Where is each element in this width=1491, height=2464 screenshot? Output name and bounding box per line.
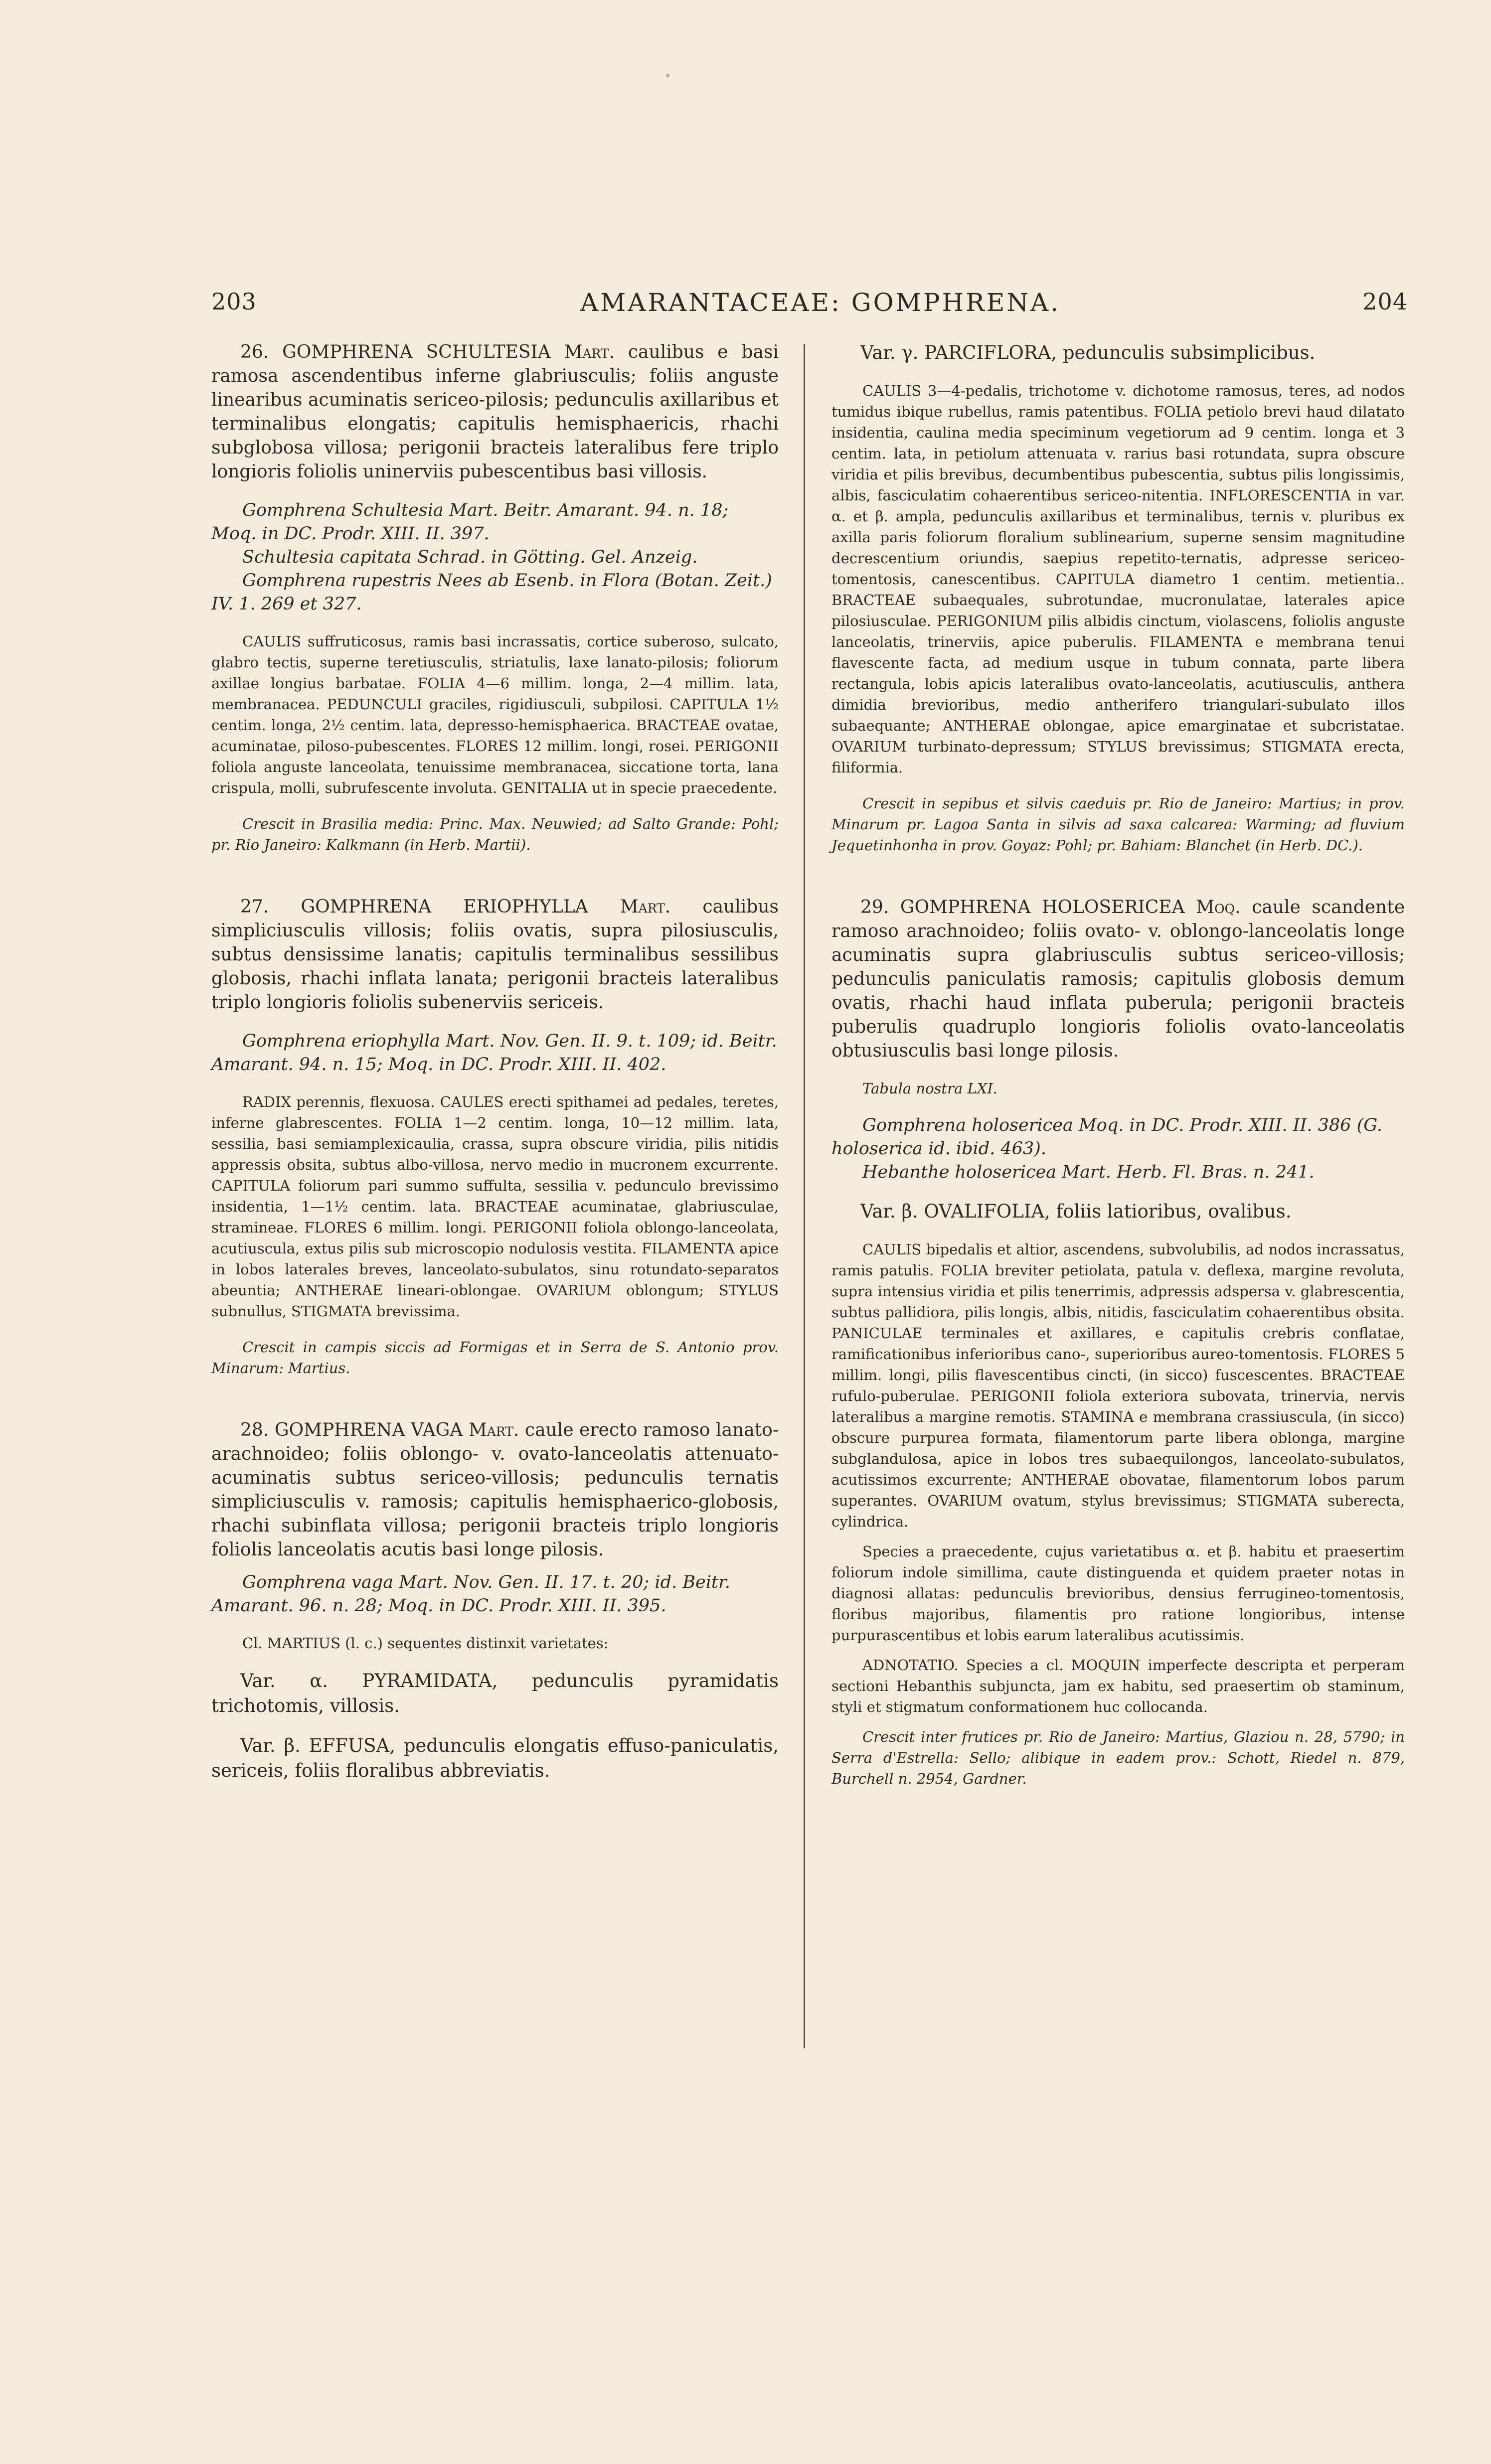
page-number-right: 204 [1362, 288, 1408, 315]
page-blemish [666, 74, 669, 77]
species-29-var-beta: Var. β. OVALIFOLIA, foliis latioribus, ovalibus. [860, 1201, 1292, 1222]
species-26-locality: Crescit in Brasilia media: Princ. Max. Neuwied; ad Salto Grande: Pohl; pr. Rio Janeiro: Kalkmann (in Herb. Martii). [211, 815, 779, 853]
species-28-var-gamma: Var. γ. PARCIFLORA, pedunculis subsimplicibus. [860, 342, 1316, 363]
species-28-diagnosis-text: caule erecto ramoso lanato-arachnoideo; foliis oblongo- v. ovato-lanceolatis attenuato-acuminatis subtus sericeo-villosis; pedunculis ternatis simpliciusculis v. ramosis; capitulis hemisphaerico-globosis, rhachi subinflata villosa; perigonii bracteis triplo longioris foliolis lanceolatis acutis basi longe pilosis. [211, 1420, 779, 1560]
running-title: AMARANTACEAE: GOMPHRENA. [580, 288, 1061, 317]
species-29-diagnosis-text: caule scandente ramoso arachnoideo; foliis ovato- v. oblongo-lanceolatis longe acuminatis supra glabriusculis subtus sericeo-villosis; pedunculis paniculatis ramosis; capitulis globosis demum ovatis, rhachi haud inflata puberula; perigonii bracteis puberulis quadruplo longioris foliolis ovato-lanceolatis obtusiusculis basi longe pilosis. [831, 897, 1405, 1061]
species-26-diagnosis [211, 340, 779, 484]
species-26-ref-1: Gomphrena Schultesia Mart. Beitr. Amarant. 94. n. 18; Moq. in DC. Prodr. XIII. II. 397. [211, 500, 729, 544]
column-divider [804, 344, 805, 2048]
species-27-diagnosis [211, 895, 779, 1015]
species-27-author: Mart. [620, 897, 671, 917]
page-header [211, 288, 1408, 323]
species-28-var-beta: Var. β. EFFUSA, pedunculis elongatis effuso-paniculatis, sericeis, foliis floralibus abbreviatis. [211, 1735, 779, 1781]
species-27-name: 27. GOMPHRENA ERIOPHYLLA [240, 897, 588, 917]
species-29 [831, 896, 1405, 1789]
species-26-description: CAULIS suffruticosus, ramis basi incrassatis, cortice suberoso, sulcato, glabro tectis, superne teretiusculis, striatulis, laxe lanato-pilosis; foliorum axillae longius barbatae. FOLIA 4—6 millim. longa, 2—4 millim. lata, membranacea. PEDUNCULI graciles, rigidiusculi, subpilosi. CAPITULA 1½ centim. longa, 2½ centim. lata, depresso-hemisphaerica. BRACTEAE ovatae, acuminatae, piloso-pubescentes. FLORES 12 millim. longi, rosei. PERIGONII foliola anguste lanceolata, tenuissime membranacea, siccatione torta, lana crispula, molli, subrufescente involuta. GENITALIA ut in specie praecedente. [211, 633, 779, 796]
species-26-name: 26. GOMPHRENA SCHULTESIA [240, 342, 551, 362]
right-column [831, 340, 1405, 1789]
page-number-left: 203 [211, 288, 257, 315]
species-27-description: RADIX perennis, flexuosa. CAULES erecti spithamei ad pedales, teretes, inferne glabrescentes. FOLIA 1—2 centim. longa, 10—12 millim. lata, sessilia, basi semiamplexicaulia, crassa, supra obscure viridia, pilis nitidis appressis obsita, subtus albo-villosa, nervo medio in mucronem excurrente. CAPITULA foliorum pari summo suffulta, sessilia v. pedunculo brevissimo insidentia, 1—1½ centim. lata. BRACTEAE acuminatae, glabriusculae, stramineae. FLORES 6 millim. longi. PERIGONII foliola oblongo-lanceolata, acutiuscula, extus pilis sub microscopio nodulosis vestita. FILAMENTA apice in lobos laterales breves, lanceolato-subulatos, sinu rotundato-separatos abeuntia; ANTHERAE lineari-oblongae. OVARIUM oblongum; STYLUS subnullus, STIGMATA brevissima. [211, 1093, 779, 1320]
species-27-ref-1: Gomphrena eriophylla Mart. Nov. Gen. II. 9. t. 109; id. Beitr. Amarant. 94. n. 15; Moq. in DC. Prodr. XIII. II. 402. [211, 1031, 777, 1075]
species-29-description: CAULIS bipedalis et altior, ascendens, subvolubilis, ad nodos incrassatus, ramis patulis. FOLIA breviter petiolata, patula v. deflexa, margine revoluta, supra intensius viridia et pilis tenerrimis, adpressis adspersa v. glabrescentia, subtus pallidiora, pilis longis, albis, nitidis, fasciculatim cohaerentibus obsita. PANICULAE terminales et axillares, e capitulis crebris conflatae, ramificationibus inferioribus cano-, superioribus aureo-tomentosis. FLORES 5 millim. longi, pilis flavescentibus cincti, (in sicco) fuscescentes. BRACTEAE rufulo-puberulae. PERIGONII foliola exteriora subovata, trinervia, nervis lateralibus a margine remotis. STAMINA e membrana crassiuscula, (in sicco) obscure purpurea formata, filamentorum parte libera oblonga, margine subglandulosa, apice in lobos tres subaequilongos, lanceolato-subulatos, acutissimos excurrente; ANTHERAE obovatae, filamentorum lobos parum superantes. OVARIUM ovatum, stylus brevissimus; STIGMATA suberecta, cylindrica. [831, 1241, 1405, 1530]
species-28-var-alpha: Var. α. PYRAMIDATA, pedunculis pyramidatis trichotomis, villosis. [211, 1670, 779, 1716]
species-28-description: CAULIS 3—4-pedalis, trichotome v. dichotome ramosus, teres, ad nodos tumidus ibique rubellus, ramis patentibus. FOLIA petiolo brevi haud dilatato insidentia, caulina media speciminum vegetiorum ad 9 centim. longa et 3 centim. lata, in petiolum attenuata v. rarius basi rotundata, supra obscure viridia et pilis brevibus, decumbentibus pubescentia, subtus pilis longissimis, albis, fasciculatim cohaerentibus sericeo-nitentia. INFLORESCENTIA in var. α. et β. ampla, pedunculis axillaribus et terminalibus, ternis v. pluribus ex axilla paris foliorum floralium sublinearium, superne sensim magnitudine decrescentium oriundis, saepius repetito-ternatis, adpresse sericeo-tomentosis, canescentibus. CAPITULA diametro 1 centim. metientia.. BRACTEAE subaequales, subrotundae, mucronulatae, laterales apice pilosiusculae. PERIGONIUM pilis albidis cinctum, violascens, foliolis anguste lanceolatis, trinerviis, apice puberulis. FILAMENTA e membrana tenui flavescente facta, ad medium usque in tubum connata, parte libera rectangula, lobis apicis lateralibus ovato-lanceolatis, acutiusculis, anthera dimidia brevioribus, medio antherifero triangulari-subulato illos subaequante; ANTHERAE oblongae, apice emarginatae et subcristatae. OVARIUM turbinato-depressum; STYLUS brevissimus; STIGMATA erecta, filiformia. [831, 382, 1405, 776]
species-26-author: Mart. [564, 342, 615, 362]
species-26-ref-2: Schultesia capitata Schrad. in Götting. Gel. Anzeig. [242, 547, 698, 567]
species-29-name: 29. GOMPHRENA HOLOSERICEA [860, 897, 1185, 918]
species-29-comparison: Species a praecedente, cujus varietatibus α. et β. habitu et praesertim foliorum indole simillima, caute distinguenda et quidem praeter notas in diagnosi allatas: pedunculis brevioribus, densius ferrugineo-tomentosis, floribus majoribus, filamentis pro ratione longioribus, intense purpurascentibus et lobis earum lateralibus acutissimis. [831, 1543, 1405, 1644]
species-27 [211, 895, 779, 1379]
species-28 [211, 1418, 779, 1783]
species-26 [211, 340, 779, 855]
species-26-diagnosis-text: caulibus e basi ramosa ascendentibus inferne glabriusculis; foliis anguste linearibus acuminatis sericeo-pilosis; pedunculis axillaribus et terminalibus elongatis; capitulis hemisphaericis, rhachi subglobosa villosa; perigonii bracteis lateralibus fere triplo longioris foliolis uninerviis pubescentibus basi villosis. [211, 342, 779, 482]
species-28-name: 28. GOMPHRENA VAGA [240, 1420, 463, 1440]
species-27-locality: Crescit in campis siccis ad Formigas et in Serra de S. Antonio prov. Minarum: Martius. [211, 1339, 779, 1377]
species-28-ref-1: Gomphrena vaga Mart. Nov. Gen. II. 17. t. 20; id. Beitr. Amarant. 96. n. 28; Moq. in DC. Prodr. XIII. II. 395. [211, 1572, 730, 1616]
species-29-tabula: Tabula nostra LXI. [862, 1080, 998, 1097]
species-29-adnotatio: ADNOTATIO. Species a cl. MOQUIN imperfecte descripta et perperam sectioni Hebanthis subjuncta, jam ex habitu, sed praesertim ob staminum, styli et stigmatum conformationem huc collocanda. [831, 1657, 1405, 1715]
left-column [211, 340, 779, 1783]
species-29-ref-1: Gomphrena holosericea Moq. in DC. Prodr. XIII. II. 386 (G. holoserica id. ibid. 463). [831, 1115, 1383, 1159]
species-28-diagnosis [211, 1418, 779, 1562]
species-29-author: Moq. [1196, 897, 1241, 918]
species-29-locality: Crescit inter frutices pr. Rio de Janeiro: Martius, Glaziou n. 28, 5790; in Serra d'Estrella: Sello; alibique in eadem prov.: Schott, Riedel n. 879, Burchell n. 2954, Gardner. [831, 1728, 1405, 1787]
species-28-locality: Crescit in sepibus et silvis caeduis pr. Rio de Janeiro: Martius; in prov. Minarum pr. Lagoa Santa in silvis ad saxa calcarea: Warming; ad fluvium Jequetinhonha in prov. Goyaz: Pohl; pr. Bahiam: Blanchet (in Herb. DC.). [831, 795, 1405, 854]
species-27-diagnosis-text: caulibus simpliciusculis villosis; foliis ovatis, supra pilosiusculis, subtus densissime lanatis; capitulis terminalibus sessilibus globosis, rhachi inflata lanata; perigonii bracteis lateralibus triplo longioris foliolis subenerviis sericeis. [211, 897, 779, 1013]
species-28-note: Cl. MARTIUS (l. c.) sequentes distinxit varietates: [242, 1635, 609, 1652]
species-29-ref-2: Hebanthe holosericea Mart. Herb. Fl. Bras. n. 241. [862, 1162, 1315, 1182]
species-26-ref-3: Gomphrena rupestris Nees ab Esenb. in Flora (Botan. Zeit.) IV. 1. 269 et 327. [211, 571, 772, 614]
species-28-author: Mart. [468, 1420, 519, 1440]
species-29-diagnosis [831, 896, 1405, 1063]
